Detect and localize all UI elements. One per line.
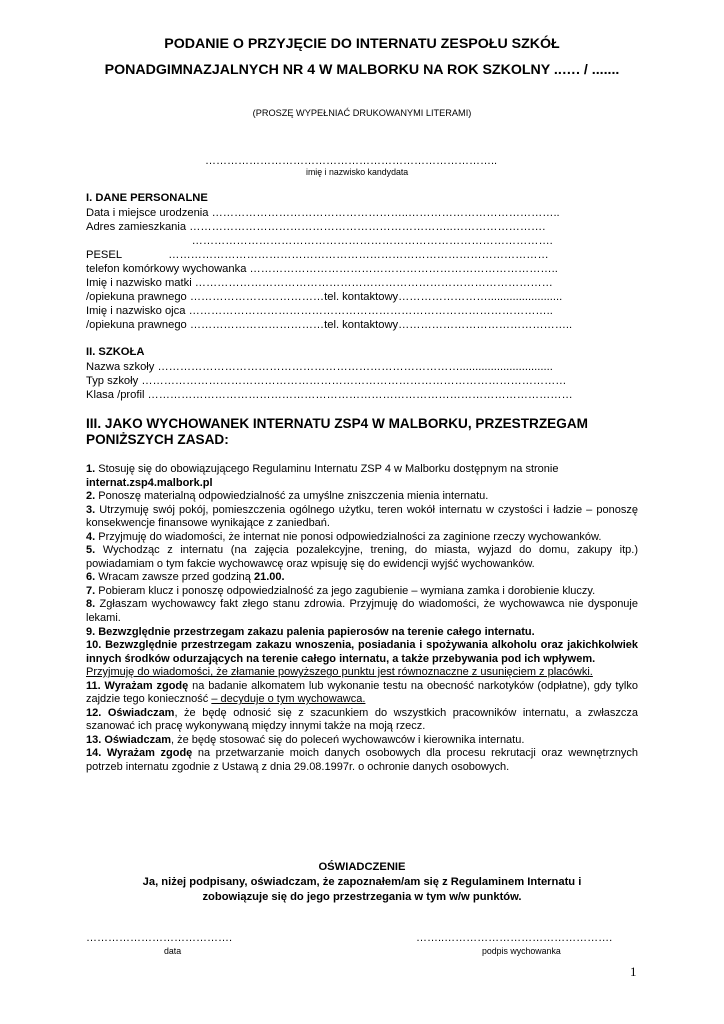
date-field[interactable]: …………………………………. bbox=[86, 932, 233, 944]
address-field-continued[interactable]: ……………………………………………………………………………………. bbox=[86, 235, 553, 247]
form-title-line1: PODANIE O PRZYJĘCIE DO INTERNATU ZESPOŁU SZKÓŁ bbox=[164, 36, 560, 52]
school-type-field[interactable]: Typ szkoły …………………………………………………………………………………………………… bbox=[86, 375, 567, 387]
rule-item: 14. Wyrażam zgodę na przetwarzanie moich danych osobowych dla procesu rekrutacji oraz wewnętrznych potrzeb internatu zgodnie z Ustawą z dnia 29.08.1997r. o ochronie danych osobowych. bbox=[86, 747, 638, 774]
mother-guardian-phone-field[interactable]: /opiekuna prawnego ………………………………tel. kontaktowy……………………........................ bbox=[86, 291, 563, 303]
rule-item: 13. Oświadczam, że będę stosować się do poleceń wychowawców i kierownika internatu. bbox=[86, 733, 525, 746]
declaration-heading: OŚWIADCZENIE bbox=[318, 861, 406, 873]
candidate-name-caption: imię i nazwisko kandydata bbox=[306, 167, 409, 177]
class-profile-field[interactable]: Klasa /profil …………………………………………………………………………………………………… bbox=[86, 389, 573, 401]
rule-item: 8. Zgłaszam wychowawcy fakt złego stanu zdrowia. Przyjmuję do wiadomości, że wychowawca nie dysponuje lekami. bbox=[86, 598, 638, 625]
rule-item: 9. Bezwzględnie przestrzegam zakazu palenia papierosów na terenie całego internatu. bbox=[86, 625, 535, 638]
section-rules-heading-line2: PONIŻSZYCH ZASAD: bbox=[86, 432, 229, 447]
rules-list bbox=[86, 463, 638, 775]
declaration-line1: Ja, niżej podpisany, oświadczam, że zapoznałem/am się z Regulaminem Internatu i bbox=[142, 876, 582, 888]
father-name-field[interactable]: Imię i nazwisko ojca …………………………………………………………………………………….. bbox=[86, 305, 553, 317]
father-guardian-phone-field[interactable]: /opiekuna prawnego ………………………………tel. kontaktowy……………………………………….. bbox=[86, 319, 573, 331]
declaration-line2: zobowiązuje się do jego przestrzegania w tym w/w punktów. bbox=[202, 891, 522, 903]
section-school-heading: II. SZKOŁA bbox=[86, 346, 145, 358]
fill-instruction: (PROSZĘ WYPEŁNIAĆ DRUKOWANYMI LITERAMI) bbox=[252, 108, 472, 118]
rule-item: 4. Przyjmuję do wiadomości, że internat nie ponosi odpowiedzialności za zaginione rzeczy wychowanków. bbox=[86, 530, 602, 543]
section-rules-heading-line1: III. JAKO WYCHOWANEK INTERNATU ZSP4 W MALBORKU, PRZESTRZEGAM bbox=[86, 416, 588, 431]
rule10-note: Przyjmuję do wiadomości, że złamanie powyższego punktu jest równoznaczne z usunięciem z placówki. bbox=[86, 666, 593, 679]
form-title-line2: PONADGIMNAZJALNYCH NR 4 W MALBORKU NA ROK SZKOLNY ..…. / ....... bbox=[104, 62, 620, 78]
mother-name-field[interactable]: Imię i nazwisko matki …………………………………………………………………………………… bbox=[86, 277, 553, 289]
signature-caption: podpis wychowanka bbox=[482, 946, 561, 956]
pesel-field[interactable]: PESEL ………………………………………………………………………………………… bbox=[86, 249, 549, 261]
school-name-field[interactable]: Nazwa szkoły ……………………………………………………………………….............................. bbox=[86, 361, 553, 373]
rule-item: 3. Utrzymuję swój pokój, pomieszczenia ogólnego użytku, teren wokół internatu w czystości i ładzie – ponoszę konsekwencje finansowe wynikające z zaniedbań. bbox=[86, 503, 638, 530]
rule-item: 2. Ponoszę materialną odpowiedzialność za umyślne zniszczenia mienia internatu. bbox=[86, 490, 489, 503]
student-phone-field[interactable]: telefon komórkowy wychowanka ……………………………………………………………………….. bbox=[86, 263, 558, 275]
rule-item: 6. Wracam zawsze przed godziną 21.00. bbox=[86, 571, 285, 584]
internat-website-link: internat.zsp4.malbork.pl bbox=[86, 476, 213, 489]
rule-item: 12. Oświadczam, że będę odnosić się z szacunkiem do wszystkich pracowników internatu, a zwłaszcza szanować ich pracę wykonywaną między innymi także na moją rzecz. bbox=[86, 706, 638, 733]
page-number: 1 bbox=[630, 964, 637, 979]
rule-item: 5. Wychodząc z internatu (na zajęcia pozalekcyjne, trening, do miasta, wyjazd do domu, zakupy itp.) powiadamiam o tym fakcie wychowawcę oraz wpisuję się do ewidencji wyjść wychowanków. bbox=[86, 544, 638, 570]
date-caption: data bbox=[164, 946, 182, 956]
birth-date-place-field[interactable]: Data i miejsce urodzenia ……………………………………………..………………………………….. bbox=[86, 207, 560, 219]
rule-item: 10. Bezwzględnie przestrzegam zakazu wnoszenia, posiadania i spożywania alkoholu oraz jakichkolwiek innych środków odurzających na terenie całego internatu, a także przebywania pod ich wpływem. bbox=[86, 639, 638, 665]
rule-item: 7. Pobieram klucz i ponoszę odpowiedzialność za jego zagubienie – wymiana zamka i dorobienie kluczy. bbox=[86, 584, 596, 597]
rule-item: 1. Stosuję się do obowiązującego Regulaminu Internatu ZSP 4 w Malborku dostępnym na stronie internat.zsp4.malbork.pl bbox=[86, 463, 559, 489]
candidate-name-field[interactable]: …………………………………………………………………….. bbox=[205, 155, 498, 167]
address-field[interactable]: Adres zamieszkania ……………………………………………………………..……………………. bbox=[86, 221, 546, 233]
rule-item: 11. Wyrażam zgodę na badanie alkomatem lub wykonanie testu na obecność narkotyków (odpłatne), gdy tylko zajdzie tego konieczność – decyduje o tym wychowawca. bbox=[86, 679, 638, 706]
section-personal-data-heading: I. DANE PERSONALNE bbox=[86, 192, 208, 204]
signature-field[interactable]: ……..………………………………………. bbox=[416, 932, 613, 944]
